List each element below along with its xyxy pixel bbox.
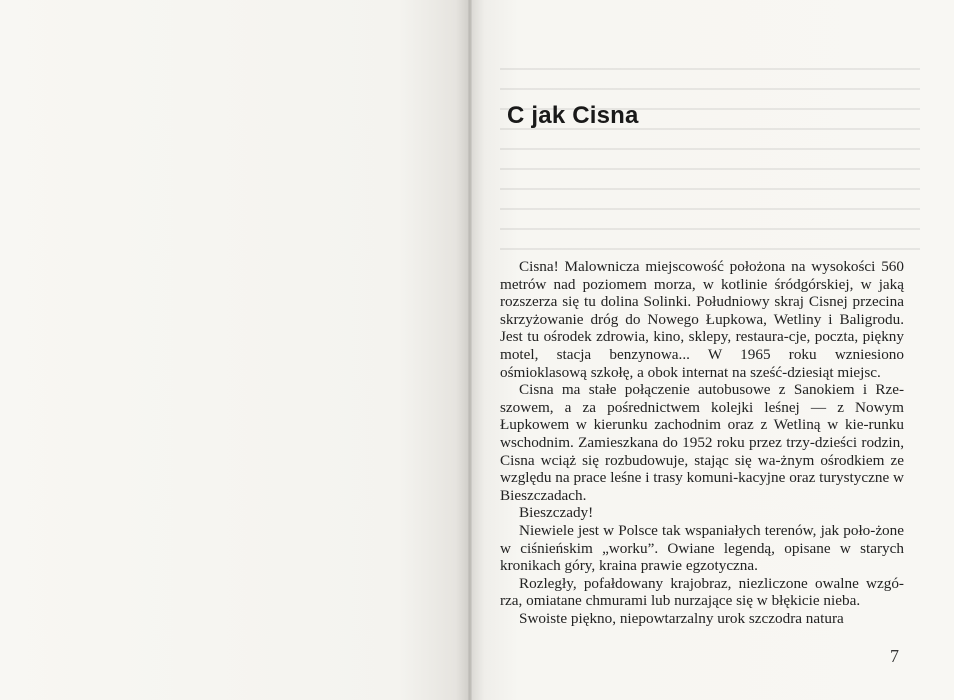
paragraph: Cisna! Malownicza miejscowość położona na wysokości 560 metrów nad poziomem morza, w kotlinie śródgórskiej, w jaką rozszerza się tu dolina Solinki. Południowy skraj Cisnej przecina skrzyżowanie dróg do Nowego Łupkowa, Wetliny i Baligrodu. Jest tu ośrodek zdrowia, kino, sklepy, restaura-cje, poczta, piękny motel, stacja benzynowa... W 1965 roku wzniesiono ośmioklasową szkołę, a obok internat na sześć-dziesiąt miejsc.: [500, 258, 904, 381]
chapter-title: C jak Cisna: [507, 102, 639, 129]
show-through-text: [500, 68, 920, 258]
paragraph: Niewiele jest w Polsce tak wspaniałych terenów, jak poło-żone w ciśnieńskim „worku”. Owiane legendą, opisane w starych kronikach góry, kraina prawie egzotyczna.: [500, 521, 904, 575]
paragraph: Swoiste piękno, niepowtarzalny urok szczodra natura: [519, 609, 844, 627]
page-number: 7: [890, 646, 899, 666]
body-text: [500, 258, 904, 627]
paragraph: Rozległy, pofałdowany krajobraz, niezliczone owalne wzgó-rza, omiatane chmurami lub nurzające się w błękicie nieba.: [500, 574, 904, 610]
paragraph: Bieszczady!: [519, 504, 594, 522]
paragraph: Cisna ma stałe połączenie autobusowe z Sanokiem i Rze-szowem, a za pośrednictwem kolejki leśnej — z Nowym Łupkowem w kierunku zachodnim oraz z Wetliną w kie-runku wschodnim. Zamieszkana do 1952 roku przez trzy-dzieści rodzin, Cisna wciąż się rozbudowuje, stając się wa-żnym ośrodkiem ze względu na prace leśne i trasy komuni-kacyjne oraz turystyczne w Bieszczadach.: [500, 381, 904, 504]
left-page-blank: [0, 0, 470, 700]
book-gutter: [468, 0, 472, 700]
